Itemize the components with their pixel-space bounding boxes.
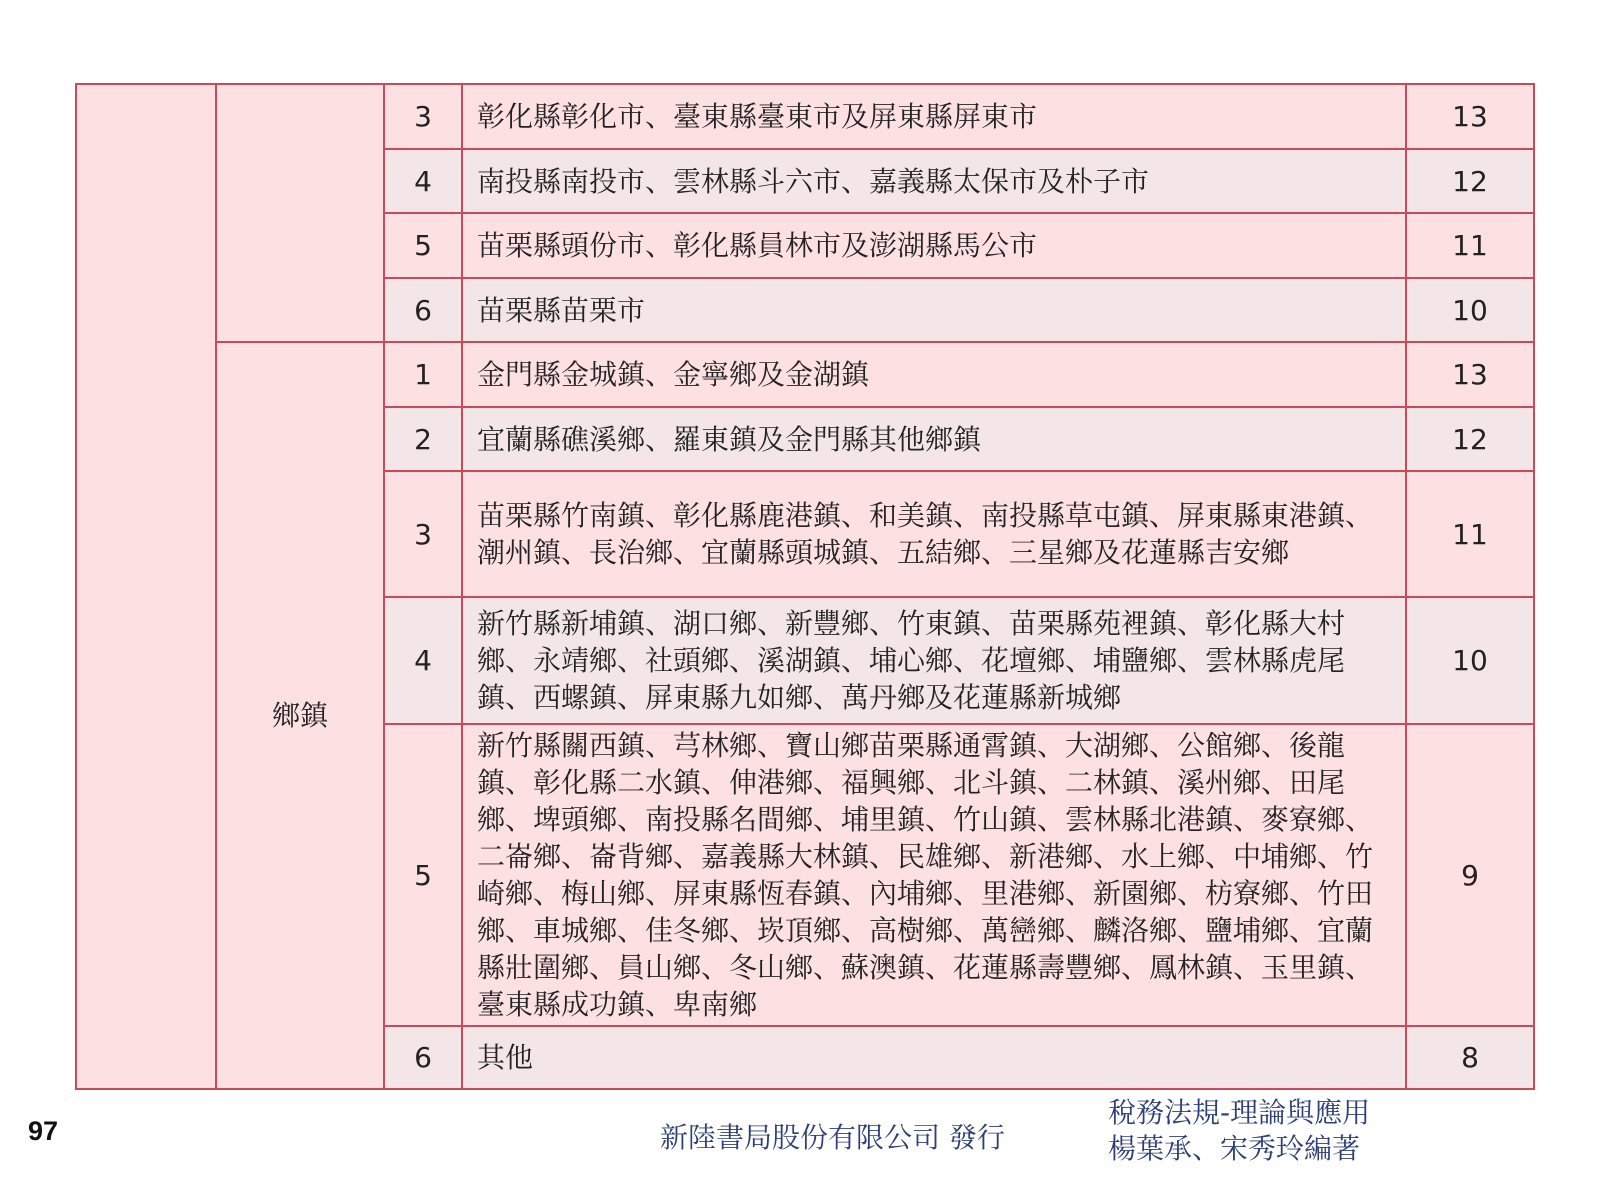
publisher-line: 新陸書局股份有限公司 發行 [660,1121,1005,1154]
area-list: 苗栗縣頭份市、彰化縣員林市及澎湖縣馬公市 [462,213,1406,278]
rate-value: 11 [1406,213,1534,278]
area-list: 苗栗縣竹南鎮、彰化縣鹿港鎮、和美鎮、南投縣草屯鎮、屏東縣東港鎮、潮州鎮、長治鄉、宜蘭縣頭城鎮、五結鄉、三星鄉及花蓮縣吉安鄉 [462,471,1406,597]
area-list: 新竹縣新埔鎮、湖口鄉、新豐鄉、竹東鎮、苗栗縣苑裡鎮、彰化縣大村鄉、永靖鄉、社頭鄉、溪湖鎮、埔心鄉、花壇鄉、埔鹽鄉、雲林縣虎尾鎮、西螺鎮、屏東縣九如鄉、萬丹鄉及花蓮縣新城鄉 [462,597,1406,724]
area-list: 苗栗縣苗栗市 [462,278,1406,342]
area-list: 彰化縣彰化市、臺東縣臺東市及屏東縣屏東市 [462,84,1406,149]
grade-number: 4 [384,149,462,213]
rate-value: 12 [1406,407,1534,471]
rate-value: 13 [1406,342,1534,407]
grade-number: 5 [384,724,462,1026]
rate-value: 8 [1406,1026,1534,1089]
rate-value: 10 [1406,597,1534,724]
grade-number: 6 [384,1026,462,1089]
category-cell-empty [76,84,216,1089]
rate-value: 10 [1406,278,1534,342]
area-list: 新竹縣關西鎮、芎林鄉、寶山鄉苗栗縣通霄鎮、大湖鄉、公館鄉、後龍鎮、彰化縣二水鎮、伸港鄉、福興鄉、北斗鎮、二林鎮、溪州鄉、田尾鄉、埤頭鄉、南投縣名間鄉、埔里鎮、竹山鎮、雲林縣北港鎮、麥寮鄉、二崙鄉、崙背鄉、嘉義縣大林鎮、民雄鄉、新港鄉、水上鄉、中埔鄉、竹崎鄉、梅山鄉、屏東縣恆春鎮、內埔鄉、里港鄉、新園鄉、枋寮鄉、竹田鄉、車城鄉、佳冬鄉、崁頂鄉、高樹鄉、萬巒鄉、麟洛鄉、鹽埔鄉、宜蘭縣壯圍鄉、員山鄉、冬山鄉、蘇澳鎮、花蓮縣壽豐鄉、鳳林鎮、玉里鎮、臺東縣成功鎮、卑南鄉 [462,724,1406,1026]
book-authors: 楊葉承、宋秀玲編著 [1108,1132,1361,1165]
grade-number: 6 [384,278,462,342]
grade-number: 3 [384,84,462,149]
grade-number: 4 [384,597,462,724]
rate-table [75,83,1535,1090]
group-cell-cities [216,84,384,342]
grade-number: 2 [384,407,462,471]
book-info [1108,1095,1370,1167]
page-number: 97 [28,1116,59,1146]
book-title: 稅務法規-理論與應用 [1108,1096,1371,1129]
table-row [76,84,1534,149]
grade-number: 5 [384,213,462,278]
rate-value: 13 [1406,84,1534,149]
grade-number: 1 [384,342,462,407]
area-list: 其他 [462,1026,1406,1089]
table-row [76,342,1534,407]
area-list: 金門縣金城鎮、金寧鄉及金湖鎮 [462,342,1406,407]
group-cell-townships: 鄉鎮 [216,342,384,1089]
area-list: 宜蘭縣礁溪鄉、羅東鎮及金門縣其他鄉鎮 [462,407,1406,471]
area-list: 南投縣南投市、雲林縣斗六市、嘉義縣太保市及朴子市 [462,149,1406,213]
rate-value: 11 [1406,471,1534,597]
grade-number: 3 [384,471,462,597]
rate-value: 9 [1406,724,1534,1026]
rate-value: 12 [1406,149,1534,213]
